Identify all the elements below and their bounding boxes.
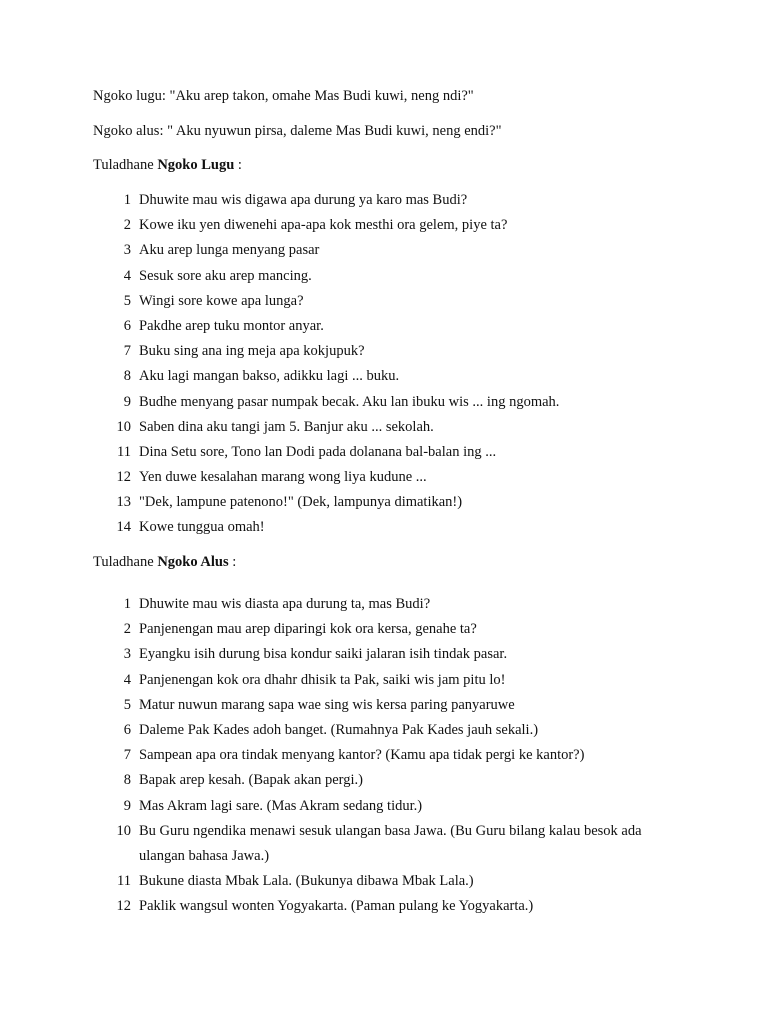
list-item-text: Saben dina aku tangi jam 5. Banjur aku ... sekolah. xyxy=(139,418,434,435)
list-item-text: Daleme Pak Kades adoh banget. (Rumahnya Pak Kades jauh sekali.) xyxy=(139,721,539,738)
heading-prefix: Tuladhane xyxy=(93,554,158,570)
list-item-number: 5 xyxy=(123,696,131,713)
list-item-text: "Dek, lampune patenono!" (Dek, lampunya dimatikan!) xyxy=(139,494,463,511)
list-item-text: Yen duwe kesalahan marang wong liya kudune ... xyxy=(139,469,427,486)
list-item-number: 12 xyxy=(116,898,131,915)
list-item-number: 12 xyxy=(116,469,131,486)
list-item-number: 14 xyxy=(116,519,131,536)
intro-line-ngoko-lugu: Ngoko lugu: "Aku arep takon, omahe Mas Budi kuwi, neng ndi?" xyxy=(93,88,474,104)
list-item-text: Panjenengan mau arep diparingi kok ora kersa, genahe ta? xyxy=(139,621,477,638)
list-item-number: 10 xyxy=(116,822,131,839)
list-item-text: Wingi sore kowe apa lunga? xyxy=(139,292,304,309)
list-item-text: Bapak arep kesah. (Bapak akan pergi.) xyxy=(139,772,363,789)
list-item-text: Bukune diasta Mbak Lala. (Bukunya dibawa Mbak Lala.) xyxy=(139,873,474,890)
list-item-text: Dina Setu sore, Tono lan Dodi pada dolanana bal-balan ing ... xyxy=(139,443,497,460)
list-item-text: Budhe menyang pasar numpak becak. Aku lan ibuku wis ... ing ngomah. xyxy=(139,393,560,410)
list-item-number: 9 xyxy=(123,393,131,410)
list-item-number: 5 xyxy=(123,292,131,309)
list-item-number: 1 xyxy=(123,192,131,208)
list-item-text: Kowe iku yen diwenehi apa-apa kok mesthi ora gelem, piye ta? xyxy=(139,217,508,234)
list-item-number: 2 xyxy=(123,621,131,638)
list-item-text: Kowe tunggua omah! xyxy=(139,519,265,536)
list-item-text: Aku lagi mangan bakso, adikku lagi ... buku. xyxy=(139,368,400,385)
list-item-text: Sesuk sore aku arep mancing. xyxy=(139,267,312,284)
list-item-number: 4 xyxy=(123,267,131,284)
section-heading-ngoko-alus xyxy=(93,552,236,572)
list-item-number: 7 xyxy=(123,747,131,764)
list-item-number: 3 xyxy=(123,242,131,259)
list-item-text: Buku sing ana ing meja apa kokjupuk? xyxy=(139,343,365,360)
list-item-text: Bu Guru ngendika menawi sesuk ulangan basa Jawa. (Bu Guru bilang kalau besok ada ulangan bahasa Jawa.) xyxy=(139,822,642,864)
list-item-text: Dhuwite mau wis digawa apa durung ya karo mas Budi? xyxy=(139,192,468,208)
list-item-text: Matur nuwun marang sapa wae sing wis kersa paring panyaruwe xyxy=(139,696,515,713)
list-item-text: Paklik wangsul wonten Yogyakarta. (Paman pulang ke Yogyakarta.) xyxy=(139,898,534,915)
list-item-number: 8 xyxy=(123,772,131,789)
list-item-number: 10 xyxy=(116,418,131,435)
list-item-text: Dhuwite mau wis diasta apa durung ta, mas Budi? xyxy=(139,596,431,612)
list-item-text: Sampean apa ora tindak menyang kantor? (Kamu apa tidak pergi ke kantor?) xyxy=(139,747,585,764)
list-item-number: 1 xyxy=(123,596,131,612)
section-heading-ngoko-lugu xyxy=(93,155,242,175)
list-item-text: Eyangku isih durung bisa kondur saiki jalaran isih tindak pasar. xyxy=(139,646,508,663)
list-item-number: 11 xyxy=(117,873,131,890)
heading-suffix: : xyxy=(228,554,237,570)
list-item-number: 2 xyxy=(123,217,131,234)
list-item-number: 13 xyxy=(116,494,131,511)
list-item-text: Aku arep lunga menyang pasar xyxy=(139,242,320,259)
list-item-number: 4 xyxy=(123,671,131,688)
intro-line-ngoko-alus: Ngoko alus: " Aku nyuwun pirsa, daleme Mas Budi kuwi, neng endi?" xyxy=(93,123,502,139)
heading-suffix: : xyxy=(234,157,242,173)
list-item-number: 6 xyxy=(123,721,131,738)
list-item-number: 9 xyxy=(123,797,131,814)
heading-prefix: Tuladhane xyxy=(93,157,158,173)
heading-bold-ngoko-alus: Ngoko Alus xyxy=(157,554,229,570)
list-item-text: Pakdhe arep tuku montor anyar. xyxy=(139,317,324,334)
list-item-number: 8 xyxy=(123,368,131,385)
list-item-number: 11 xyxy=(117,443,131,460)
heading-bold-ngoko-lugu: Ngoko Lugu xyxy=(157,157,235,173)
list-item-text: Mas Akram lagi sare. (Mas Akram sedang tidur.) xyxy=(139,797,423,814)
list-item-number: 3 xyxy=(123,646,131,663)
list-item-number: 7 xyxy=(123,343,131,360)
list-item-text: Panjenengan kok ora dhahr dhisik ta Pak, saiki wis jam pitu lo! xyxy=(139,671,506,688)
list-item-number: 6 xyxy=(123,317,131,334)
